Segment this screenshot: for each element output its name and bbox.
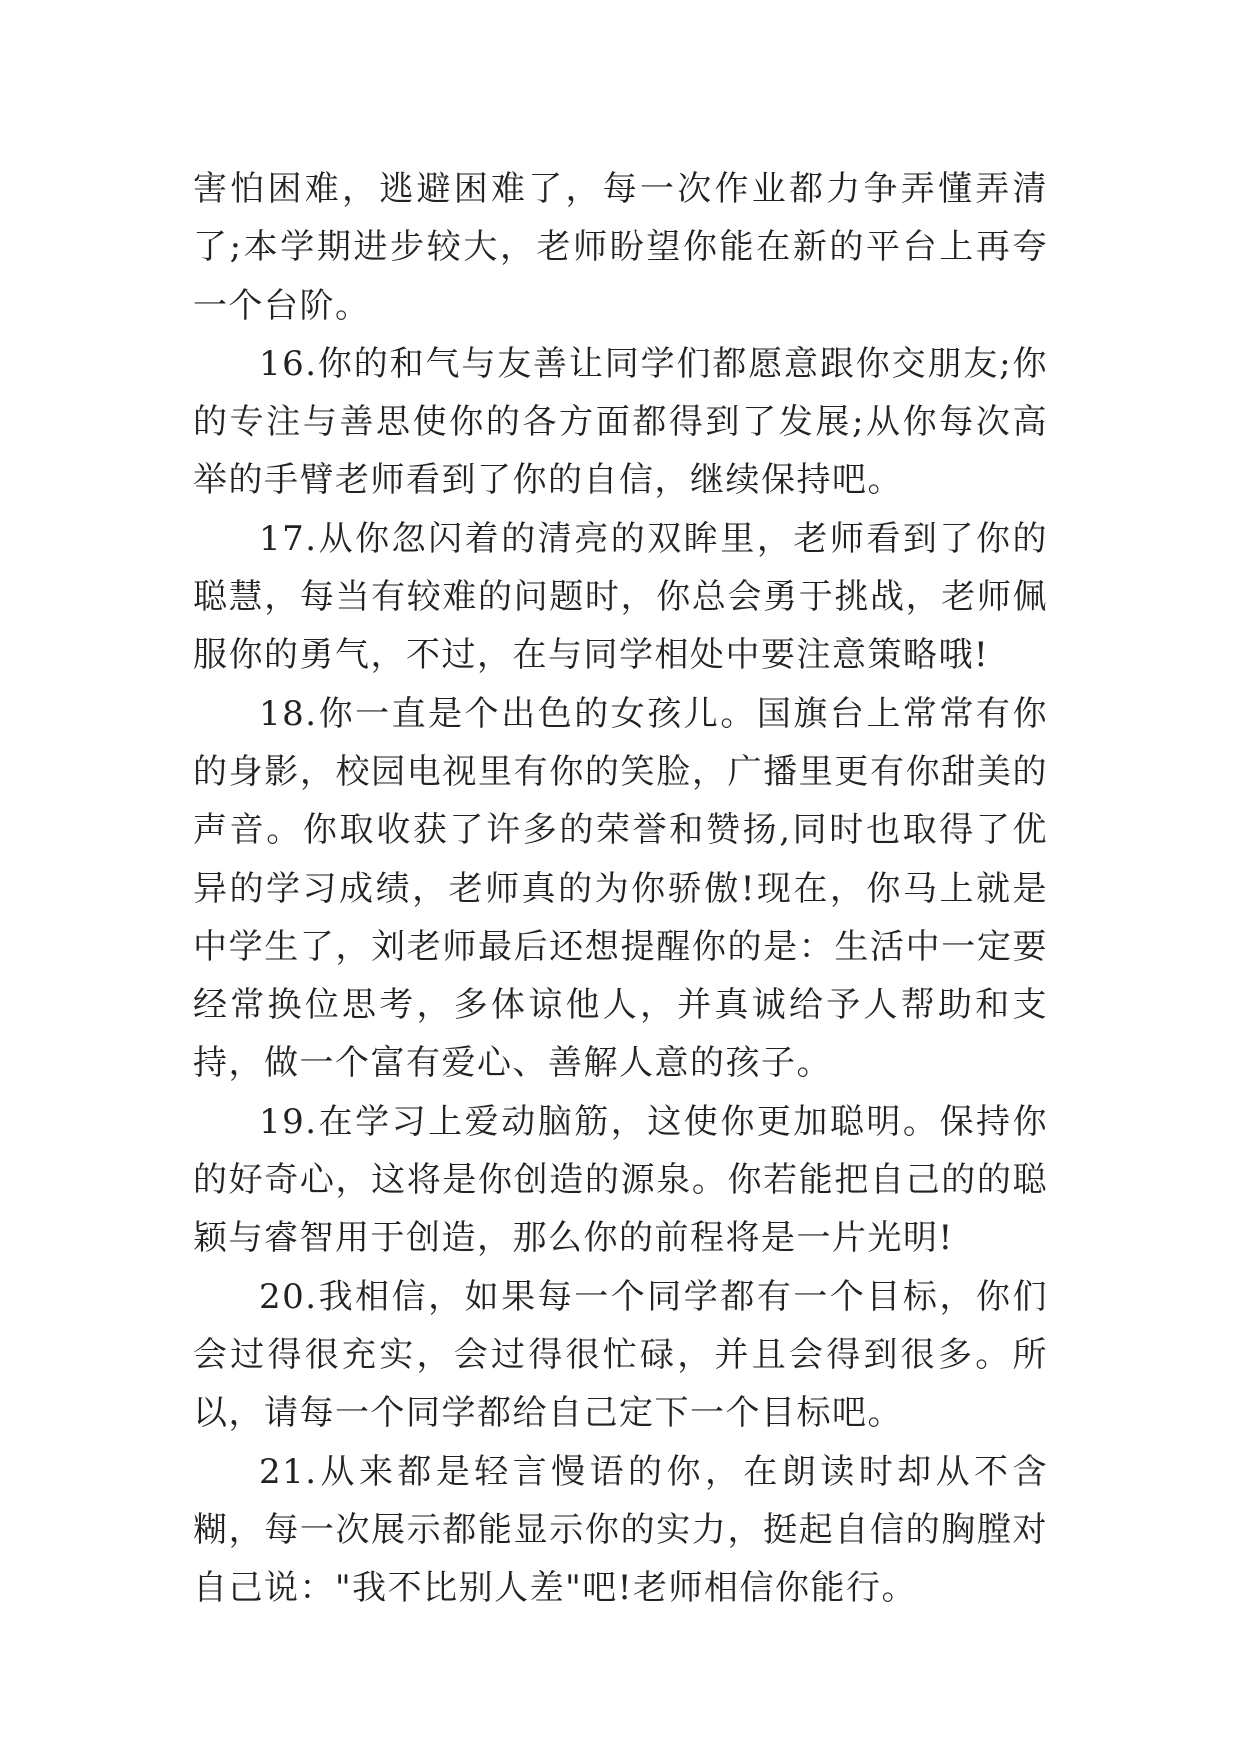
paragraph-18: 18.你一直是个出色的女孩儿。国旗台上常常有你的身影，校园电视里有你的笑脸，广播里更有你甜美的声音。你取收获了许多的荣誉和赞扬,同时也取得了优异的学习成绩，老师真的为你骄傲!现在，你马上就是中学生了，刘老师最后还想提醒你的是：生活中一定要经常换位思考，多体谅他人，并真诚给予人帮助和支持，做一个富有爱心、善解人意的孩子。 (193, 693, 1048, 1084)
paragraph-17: 17.从你忽闪着的清亮的双眸里，老师看到了你的聪慧，每当有较难的问题时，你总会勇于挑战，老师佩服你的勇气，不过，在与同学相处中要注意策略哦! (193, 518, 1048, 676)
paragraph-15-continued: 害怕困难，逃避困难了，每一次作业都力争弄懂弄清了;本学期进步较大，老师盼望你能在新的平台上再夸一个台阶。 (193, 169, 1048, 326)
paragraph-19: 19.在学习上爱动脑筋，这使你更加聪明。保持你的好奇心，这将是你创造的源泉。你若能把自己的的聪颖与睿智用于创造，那么你的前程将是一片光明! (193, 1101, 1048, 1259)
paragraph-16: 16.你的和气与友善让同学们都愿意跟你交朋友;你的专注与善思使你的各方面都得到了发展;从你每次高举的手臂老师看到了你的自信，继续保持吧。 (193, 343, 1048, 501)
paragraph-21: 21.从来都是轻言慢语的你，在朗读时却从不含糊，每一次展示都能显示你的实力，挺起自信的胸膛对自己说："我不比别人差"吧!老师相信你能行。 (193, 1451, 1048, 1609)
document-body (193, 160, 1048, 1617)
paragraph-20: 20.我相信，如果每一个同学都有一个目标，你们会过得很充实，会过得很忙碌，并且会得到很多。所以，请每一个同学都给自己定下一个目标吧。 (193, 1276, 1048, 1434)
